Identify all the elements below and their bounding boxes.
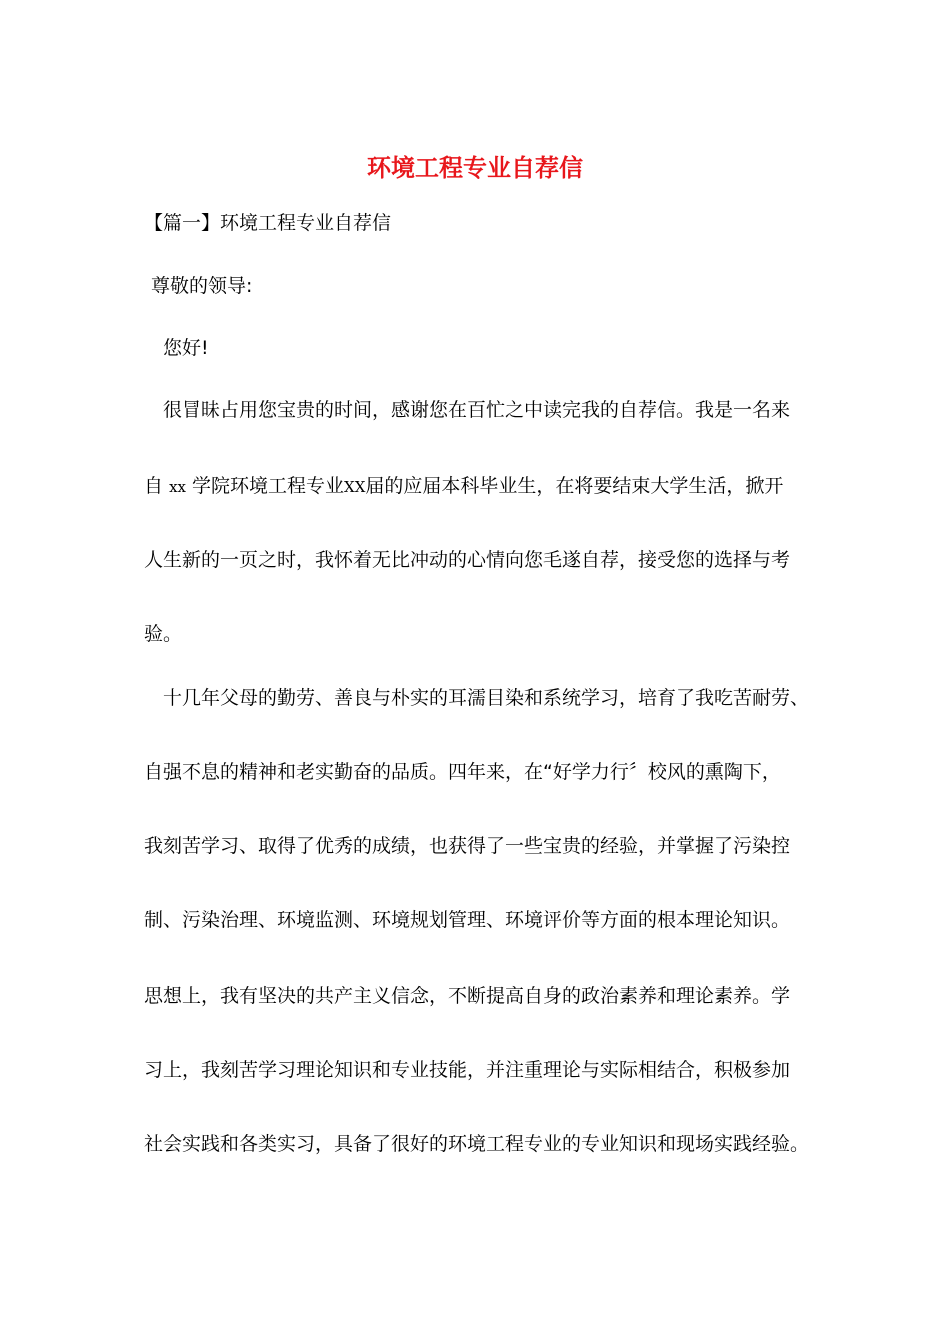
body-line-2: [144, 472, 824, 501]
greeting: 您好!: [163, 337, 209, 359]
section-heading: 【篇一】环境工程专业自荐信: [144, 212, 392, 234]
body-line-7: 我刻苦学习、取得了优秀的成绩，也获得了一些宝贵的经验，并掌握了污染控: [144, 835, 791, 857]
body-text-segment: XX: [344, 478, 366, 496]
body-line-10: 习上，我刻苦学习理论知识和专业技能，并注重理论与实际相结合，积极参加: [144, 1059, 791, 1081]
body-line-3: 人生新的一页之时，我怀着无比冲动的心情向您毛遂自荐，接受您的选择与考: [144, 549, 791, 571]
body-line-4: 验。: [144, 623, 183, 645]
body-text-segment: xx: [169, 478, 186, 496]
body-line-1: 很冒昧占用您宝贵的时间，感谢您在百忙之中读完我的自荐信。我是一名来: [163, 399, 791, 421]
salutation: 尊敬的领导:: [151, 275, 253, 297]
body-line-5: 十几年父母的勤劳、善良与朴实的耳濡目染和系统学习，培育了我吃苦耐劳、: [163, 687, 810, 709]
body-text-segment: 自: [144, 475, 164, 497]
body-line-9: 思想上，我有坚决的共产主义信念，不断提高自身的政治素养和理论素养。学: [144, 985, 791, 1007]
body-line-11: 社会实践和各类实习，具备了很好的环境工程专业的专业知识和现场实践经验。: [144, 1133, 810, 1155]
body-text-segment: 届的应届本科毕业生，在将要结束大学生活，掀开: [365, 475, 784, 497]
body-text-segment: 学院环境工程专业: [192, 475, 345, 497]
body-line-6: 自强不息的精神和老实勤奋的品质。四年来，在“好学力行〞校风的熏陶下，: [144, 761, 781, 783]
body-line-8: 制、污染治理、环境监测、环境规划管理、环境评价等方面的根本理论知识。: [144, 909, 791, 931]
document-title: 环境工程专业自荐信: [367, 154, 583, 182]
